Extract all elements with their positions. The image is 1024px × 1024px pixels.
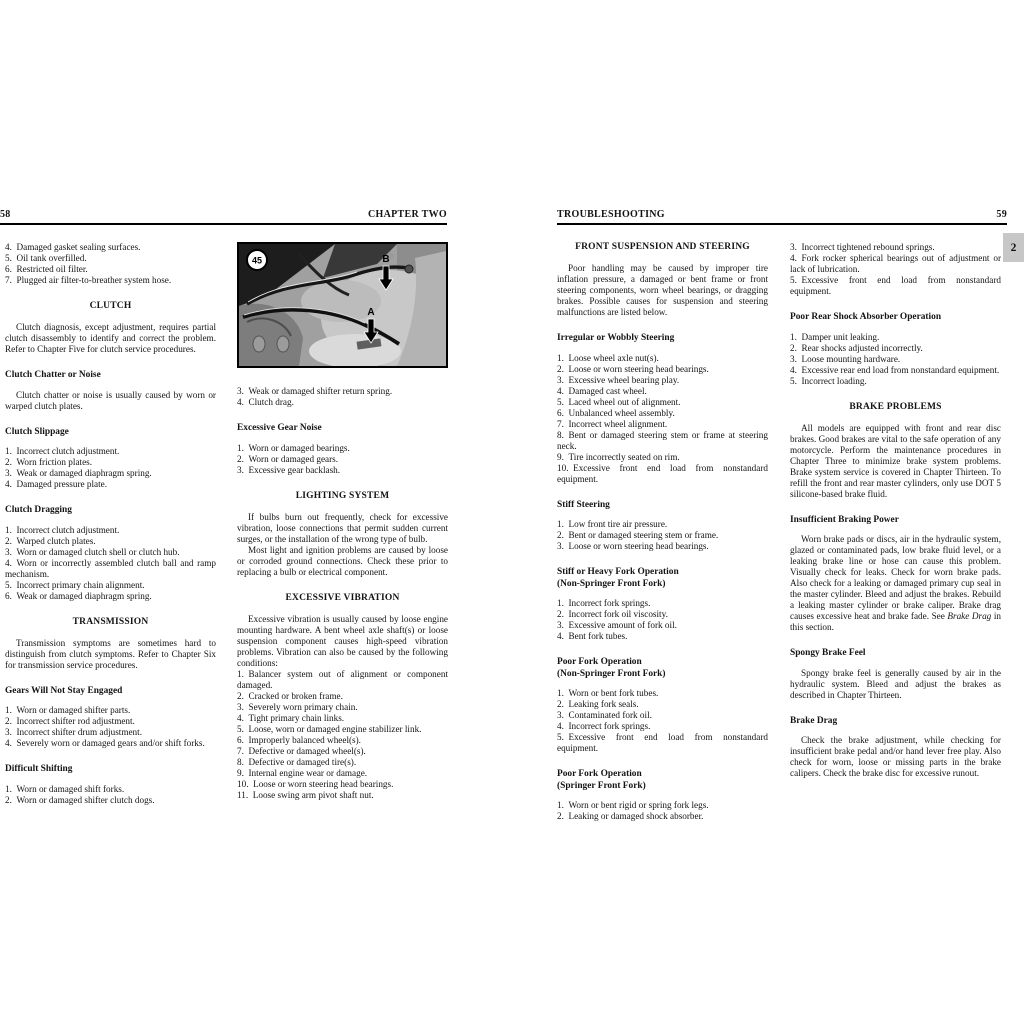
sub-heading: Clutch Dragging bbox=[5, 505, 72, 515]
sub-heading: Stiff Steering bbox=[557, 499, 610, 510]
section-heading: EXCESSIVE VIBRATION bbox=[285, 592, 400, 603]
right-page-column-2 bbox=[790, 242, 1001, 779]
list-item: 4. Tight primary chain links. bbox=[237, 712, 345, 723]
paragraph: Most light and ignition problems are caused by loose or corroded ground connections. Check these prior to replacing a bulb or electrical component. bbox=[237, 544, 448, 577]
list-item: 5. Incorrect loading. bbox=[790, 375, 867, 386]
sub-heading: Stiff or Heavy Fork Operation (Non-Springer Front Fork) bbox=[557, 567, 679, 589]
paragraph: Check the brake adjustment, while checking for insufficient brake pedal and/or hand lever free play. Also check for worn, loose or missing parts in the brake calipers. Check the brake disc for excessive runout. bbox=[790, 735, 1001, 778]
sub-heading: Irregular or Wobbly Steering bbox=[557, 333, 675, 343]
list-item: 2. Warped clutch plates. bbox=[5, 535, 96, 546]
engine-photo-illustration bbox=[239, 244, 446, 366]
sub-heading: Poor Fork Operation (Non-Springer Front Fork) bbox=[557, 657, 666, 679]
left-page-running-header bbox=[0, 205, 447, 225]
list-item: 9. Tire incorrectly seated on rim. bbox=[557, 451, 680, 462]
list-item: 4. Severely worn or damaged gears and/or shift forks. bbox=[5, 738, 205, 748]
paragraph: Poor handling may be caused by improper tire inflation pressure, a damaged or bent frame or front steering components, worn wheel bearings, or dragging brakes. Possible causes for suspension and steering malfunctions are listed below. bbox=[557, 263, 768, 317]
callout-b-label: B bbox=[382, 254, 390, 265]
list-item: 4. Incorrect fork springs. bbox=[557, 721, 651, 731]
list-item: 3. Weak or damaged shifter return spring. bbox=[237, 386, 393, 396]
section-heading: TRANSMISSION bbox=[72, 616, 149, 627]
left-page-number: 58 bbox=[0, 209, 11, 220]
figure-number: 45 bbox=[251, 255, 263, 266]
list-item: 3. Excessive gear backlash. bbox=[237, 464, 341, 475]
left-page-column-2 bbox=[237, 242, 448, 801]
paragraph: Clutch diagnosis, except adjustment, requires partial clutch disassembly to identify and correct the problem. Refer to Chapter Five for clutch service procedures. bbox=[5, 322, 216, 354]
right-page-number: 59 bbox=[996, 209, 1007, 220]
list-item: 10. Excessive front end load from nonstandard equipment. bbox=[557, 462, 768, 484]
right-page-column-1 bbox=[557, 242, 768, 822]
list-item: 2. Incorrect shifter rod adjustment. bbox=[5, 716, 135, 726]
sub-heading: Spongy Brake Feel bbox=[790, 648, 866, 658]
list-item: 11. Loose swing arm pivot shaft nut. bbox=[237, 789, 374, 800]
list-item: 6. Weak or damaged diaphragm spring. bbox=[5, 590, 152, 601]
list-item: 1. Worn or damaged bearings. bbox=[237, 442, 350, 453]
list-item: 8. Defective or damaged tire(s). bbox=[237, 756, 357, 767]
paragraph: Excessive vibration is usually caused by loose engine mounting hardware. A bent wheel axle shaft(s) or loose suspension component causes high-speed vibration problems. Vibration can also be caused by the following conditions: bbox=[237, 613, 448, 668]
section-heading: CLUTCH bbox=[89, 301, 132, 311]
sub-heading: Difficult Shifting bbox=[5, 764, 73, 774]
list-item: 3. Weak or damaged diaphragm spring. bbox=[5, 468, 152, 478]
list-item: 6. Improperly balanced wheel(s). bbox=[237, 734, 361, 745]
list-item: 2. Worn friction plates. bbox=[5, 457, 93, 467]
list-item: 4. Excessive rear end load from nonstandard equipment. bbox=[790, 364, 1000, 375]
list-item: 1. Incorrect clutch adjustment. bbox=[5, 446, 120, 456]
list-item: 7. Defective or damaged wheel(s). bbox=[237, 745, 366, 756]
list-item: 5. Oil tank overfilled. bbox=[5, 253, 87, 263]
list-item: 6. Unbalanced wheel assembly. bbox=[557, 407, 675, 418]
sub-heading: Poor Fork Operation (Springer Front Fork) bbox=[557, 769, 646, 791]
list-item: 1. Damper unit leaking. bbox=[790, 331, 880, 342]
list-item: 2. Leaking or damaged shock absorber. bbox=[557, 811, 704, 821]
list-item: 4. Bent fork tubes. bbox=[557, 631, 628, 641]
figure-45-photo bbox=[237, 242, 448, 368]
sub-heading: Brake Drag bbox=[790, 715, 838, 726]
sub-heading: Excessive Gear Noise bbox=[237, 423, 322, 433]
section-heading: BRAKE PROBLEMS bbox=[849, 401, 942, 412]
paragraph: If bulbs burn out frequently, check for excessive vibration, loose connections that permit sudden current surges, or the installation of the wrong type of bulb. bbox=[237, 511, 448, 544]
paragraph: Spongy brake feel is generally caused by air in the hydraulic system. Bleed and adjust the brakes as described in Chapter Thirteen. bbox=[790, 667, 1001, 700]
list-item: 5. Incorrect primary chain alignment. bbox=[5, 579, 145, 590]
list-item: 1. Loose wheel axle nut(s). bbox=[557, 352, 659, 363]
list-item: 4. Damaged pressure plate. bbox=[5, 479, 108, 489]
section-heading: FRONT SUSPENSION AND STEERING bbox=[575, 242, 750, 252]
list-item: 1. Incorrect fork springs. bbox=[557, 598, 651, 608]
right-page-running-header bbox=[557, 205, 1007, 225]
paragraph: Transmission symptoms are sometimes hard to distinguish from clutch symptoms. Refer to Chapter Six for transmission service procedures. bbox=[5, 637, 216, 670]
list-item: 8. Bent or damaged steering stem or frame at steering neck. bbox=[557, 429, 768, 451]
list-item: 3. Excessive wheel bearing play. bbox=[557, 374, 680, 385]
sub-heading: Poor Rear Shock Absorber Operation bbox=[790, 312, 942, 322]
paragraph: All models are equipped with front and rear disc brakes. Good brakes are vital to the safe operation of any motorcycle. Perform the maintenance procedures in Chapter Three to minimize brake system problems. Brake system service is covered in Chapter Thirteen. To refill the front and rear master cylinders, only use DOT 5 silicone-based brake fluid. bbox=[790, 422, 1001, 499]
list-item: 4. Clutch drag. bbox=[237, 397, 294, 407]
list-item: 2. Worn or damaged gears. bbox=[237, 453, 339, 464]
list-item: 2. Loose or worn steering head bearings. bbox=[557, 363, 709, 374]
list-item: 1. Worn or bent fork tubes. bbox=[557, 688, 659, 698]
list-item: 5. Excessive front end load from nonstandard equipment. bbox=[557, 732, 768, 753]
sub-heading: Gears Will Not Stay Engaged bbox=[5, 685, 123, 696]
list-item: 4. Damaged gasket sealing surfaces. bbox=[5, 242, 141, 252]
list-item: 2. Incorrect fork oil viscosity. bbox=[557, 609, 668, 619]
paragraph: Clutch chatter or noise is usually caused by worn or warped clutch plates. bbox=[5, 389, 216, 411]
list-item: 4. Damaged cast wheel. bbox=[557, 385, 647, 396]
list-item: 2. Rear shocks adjusted incorrectly. bbox=[790, 342, 923, 353]
list-item: 6. Restricted oil filter. bbox=[5, 264, 88, 274]
section-heading: LIGHTING SYSTEM bbox=[295, 490, 390, 501]
list-item: 2. Bent or damaged steering stem or frame. bbox=[557, 530, 719, 540]
figure-number-badge bbox=[247, 250, 267, 270]
sub-heading: Insufficient Braking Power bbox=[790, 514, 899, 525]
list-item: 4. Worn or incorrectly assembled clutch ball and ramp mechanism. bbox=[5, 557, 216, 579]
list-item: 3. Incorrect shifter drum adjustment. bbox=[5, 727, 143, 737]
list-item: 9. Internal engine wear or damage. bbox=[237, 767, 368, 778]
chapter-tab bbox=[1003, 233, 1024, 262]
list-item: 1. Incorrect clutch adjustment. bbox=[5, 524, 120, 535]
list-item: 3. Loose or worn steering head bearings. bbox=[557, 541, 709, 551]
list-item: 3. Loose mounting hardware. bbox=[790, 353, 901, 364]
paragraph: Worn brake pads or discs, air in the hydraulic system, glazed or contaminated pads, low brake fluid level, or a leaking brake line or hose can cause this problem. Visually check for leaks. Check for worn brake pads. Also check for a leaking or damaged primary cup seal in the master cylinder. Bleed and adjust the brakes. Rebuild a leaking master cylinder or brake caliper. Brake drag causes excessive heat and brake fade. See Brake Drag in this section. bbox=[790, 534, 1001, 632]
list-item: 3. Incorrect tightened rebound springs. bbox=[790, 242, 935, 252]
list-item: 1. Worn or damaged shift forks. bbox=[5, 783, 125, 794]
list-item: 1. Low front tire air pressure. bbox=[557, 519, 668, 529]
list-item: 3. Excessive amount of fork oil. bbox=[557, 620, 677, 630]
list-item: 4. Fork rocker spherical bearings out of adjustment or lack of lubrication. bbox=[790, 253, 1001, 274]
list-item: 3. Worn or damaged clutch shell or clutch hub. bbox=[5, 546, 180, 557]
list-item: 7. Plugged air filter-to-breather system hose. bbox=[5, 275, 172, 285]
callout-a-label: A bbox=[367, 307, 375, 318]
list-item: 2. Cracked or broken frame. bbox=[237, 690, 343, 701]
list-item: 3. Contaminated fork oil. bbox=[557, 710, 652, 720]
list-item: 10. Loose or worn steering head bearings. bbox=[237, 778, 394, 789]
list-item: 2. Leaking fork seals. bbox=[557, 699, 639, 709]
list-item: 5. Loose, worn or damaged engine stabilizer link. bbox=[237, 723, 422, 734]
right-running-head-title: TROUBLESHOOTING bbox=[557, 209, 665, 220]
sub-heading: Clutch Chatter or Noise bbox=[5, 370, 101, 380]
list-item: 1. Balancer system out of alignment or component damaged. bbox=[237, 668, 448, 690]
left-page-column-1 bbox=[5, 242, 216, 806]
left-running-head-title: CHAPTER TWO bbox=[368, 209, 447, 220]
list-item: 5. Laced wheel out of alignment. bbox=[557, 396, 681, 407]
list-item: 3. Severely worn primary chain. bbox=[237, 701, 358, 712]
chapter-tab-number: 2 bbox=[1010, 241, 1017, 254]
sub-heading: Clutch Slippage bbox=[5, 426, 69, 437]
list-item: 7. Incorrect wheel alignment. bbox=[557, 418, 668, 429]
list-item: 5. Excessive front end load from nonstandard equipment. bbox=[790, 275, 1001, 296]
list-item: 1. Worn or damaged shifter parts. bbox=[5, 705, 131, 715]
list-item: 2. Worn or damaged shifter clutch dogs. bbox=[5, 794, 155, 805]
list-item: 1. Worn or bent rigid or spring fork legs. bbox=[557, 800, 709, 810]
